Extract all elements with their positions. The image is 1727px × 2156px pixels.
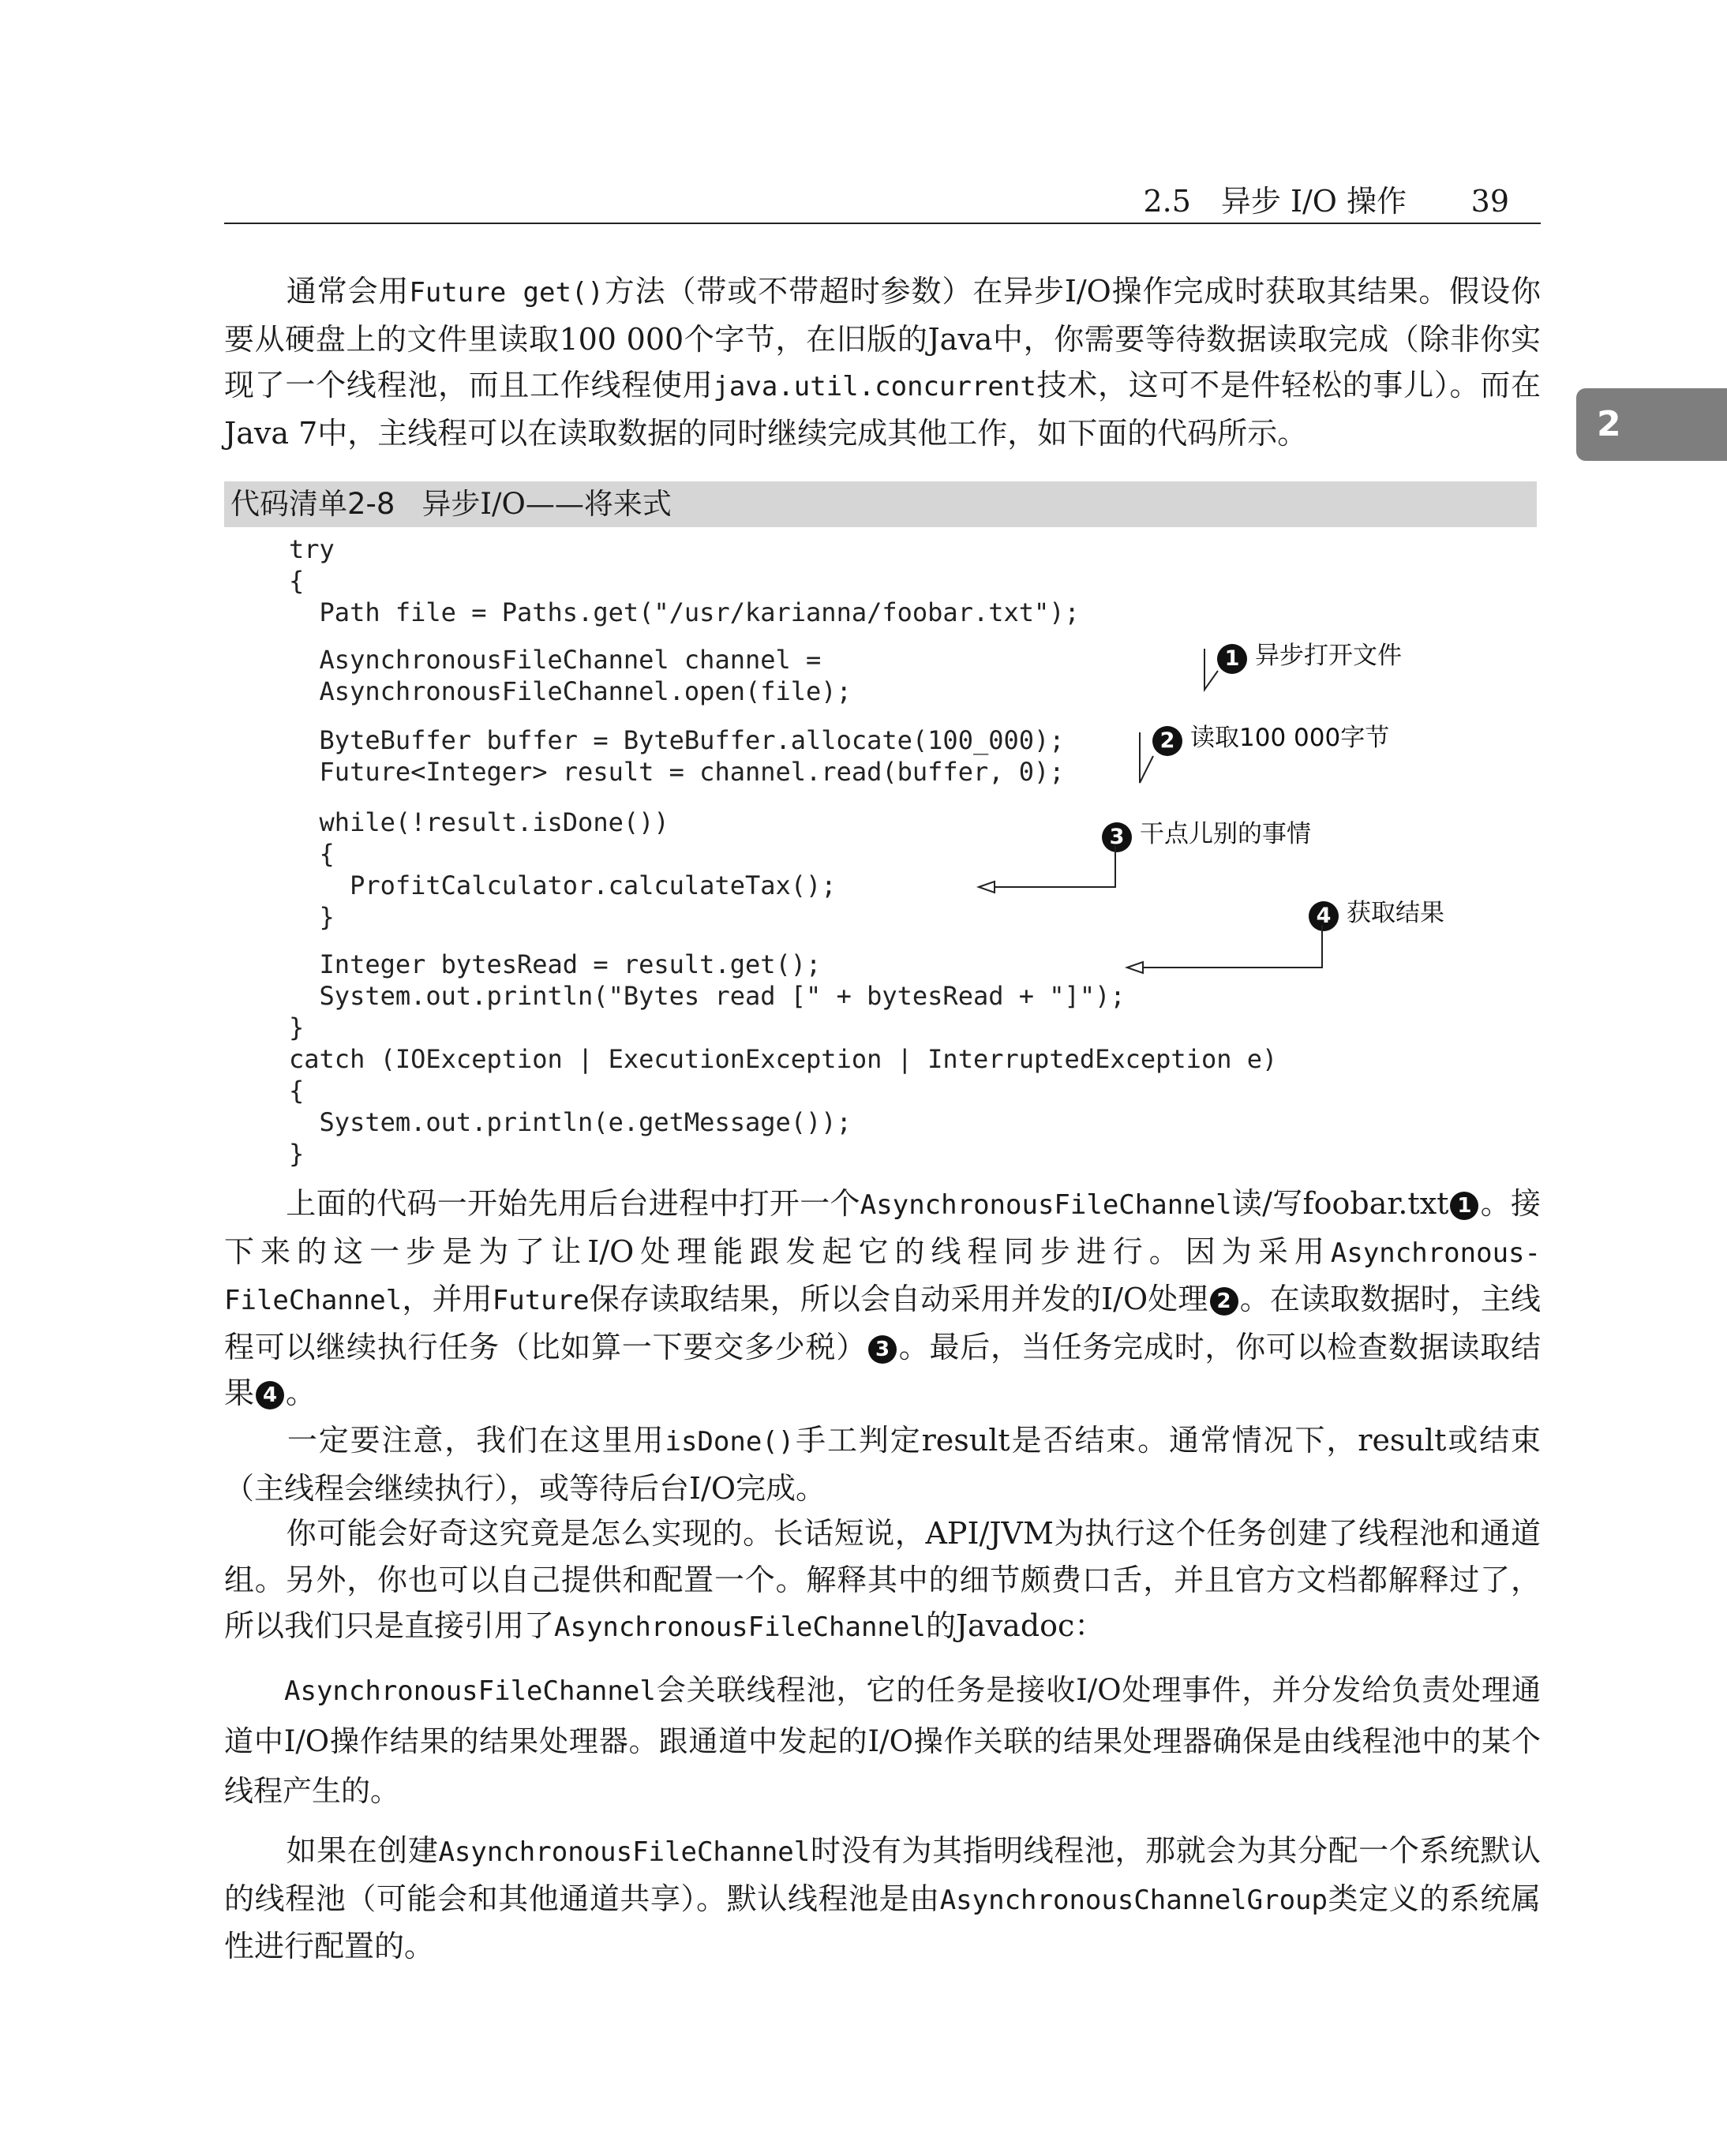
code-line: { — [289, 1076, 305, 1106]
code-asynchronousfilechannel: AsynchronousFileChannel — [284, 1675, 656, 1707]
inline-marker-3: 3 — [868, 1335, 897, 1364]
code-asynchronouschannelgroup: AsynchronousChannelGroup — [939, 1884, 1328, 1916]
callout-marker-4: 4 — [1309, 901, 1339, 931]
code-line: try — [289, 534, 335, 564]
code-line: System.out.println(e.getMessage()); — [289, 1107, 852, 1137]
code-future: Future — [492, 1285, 590, 1316]
running-header — [224, 180, 1541, 224]
leader-3 — [995, 846, 1115, 887]
annotation-4: 4 获取结果 — [1307, 896, 1444, 931]
inline-marker-1: 1 — [1450, 1192, 1478, 1220]
listing-title: 异步I/O——将来式 — [421, 487, 672, 521]
code-line: ProfitCalculator.calculateTax(); — [289, 870, 837, 900]
code-asynchronousfilechannel: AsynchronousFileChannel — [860, 1189, 1232, 1221]
inline-marker-4: 4 — [256, 1381, 284, 1409]
listing-caption — [224, 481, 1537, 527]
code-line: } — [289, 1012, 305, 1042]
code-line: { — [289, 566, 305, 596]
javadoc-quote: AsynchronousFileChannel会关联线程池，它的任务是接收I/O处理事件，并分发给负责处理通道中I/O操作结果的结果处理器。跟通道中发起的I/O操作关联的结果处理器确保是由线程池中的某个线程产生的。 — [224, 1673, 1541, 1808]
code-line: AsynchronousFileChannel.open(file); — [289, 676, 852, 706]
paragraph-intro: 通常会用Future get()方法（带或不带超时参数）在异步I/O操作完成时获取其结果。假设你要从硬盘上的文件里读取100 000个字节，在旧版的Java中，你需要等待数据读取完成（除非你实现了一个线程池，而且工作线程使用java.util.concurrent技术，这可不是件轻松的事儿）。而在Java 7中，主线程可以在读取数据的同时继续完成其他工作，如下面的代码所示。 — [224, 274, 1541, 451]
arrowhead-4 — [1127, 962, 1143, 973]
arrowhead-3 — [979, 881, 995, 893]
code-line: } — [289, 1139, 305, 1169]
code-line: while(!result.isDone()) — [289, 807, 669, 837]
code-line: { — [289, 839, 335, 869]
code-isdone: isDone() — [665, 1426, 795, 1458]
section-title: 2.5 异步 I/O 操作 — [1143, 184, 1407, 219]
code-line: ByteBuffer buffer = ByteBuffer.allocate(100_000); — [289, 725, 1065, 755]
code-line: Path file = Paths.get("/usr/karianna/foobar.txt"); — [289, 597, 1080, 627]
callout-marker-3: 3 — [1102, 822, 1132, 852]
paragraph-explanation: 上面的代码一开始先用后台进程中打开一个AsynchronousFileChannel读/写foobar.txt 1 。接下来的这一步是为了让I/O处理能跟发起它的线程同步进行。因为采用Asynchronous-FileChannel，并用Future保存读取结果，所以会自动采用并发的I/O处理 2 。在读取数据时，主线程可以继续执行任务（比如算一下要交多少税） 3 。最后，当任务完成时，你可以检查数据读取结果 4 。 — [224, 1186, 1541, 1410]
leader-4 — [1143, 925, 1322, 968]
code-line: AsynchronousFileChannel channel = — [289, 645, 822, 675]
annotation-1: 1 异步打开文件 — [1216, 639, 1402, 674]
paragraph-default-pool: 如果在创建AsynchronousFileChannel时没有为其指明线程池，那就会为其分配一个系统默认的线程池（可能会和其他通道共享）。默认线程池是由AsynchronousChannelGroup类定义的系统属性进行配置的。 — [224, 1833, 1541, 1963]
annotation-3: 3 干点儿别的事情 — [1100, 818, 1311, 852]
code-line: } — [289, 902, 335, 932]
listing-label: 代码清单2-8 — [230, 487, 395, 521]
callout-marker-2: 2 — [1152, 726, 1182, 756]
paragraph-isdone: 一定要注意，我们在这里用isDone()手工判定result是否结束。通常情况下，result或结束（主线程会继续执行），或等待后台I/O完成。 — [224, 1423, 1541, 1506]
paragraph-threadpool: 你可能会好奇这究竟是怎么实现的。长话短说，API/JVM为执行这个任务创建了线程池和通道组。另外，你也可以自己提供和配置一个。解释其中的细节颇费口舌，并且官方文档都解释过了，所以我们只是直接引用了AsynchronousFileChannel的Javadoc： — [224, 1516, 1541, 1643]
code-asynchronous-filechannel: Asynchronous-FileChannel — [224, 1237, 1541, 1316]
inline-marker-2: 2 — [1210, 1287, 1238, 1316]
code-line: Future<Integer> result = channel.read(buffer, 0); — [289, 757, 1065, 787]
callout-marker-1: 1 — [1217, 644, 1247, 674]
code-java-util-concurrent: java.util.concurrent — [713, 371, 1036, 402]
code-asynchronousfilechannel: AsynchronousFileChannel — [438, 1836, 811, 1868]
annotation-2: 2 读取100 000字节 — [1151, 721, 1389, 756]
code-line: catch (IOException | ExecutionException | InterruptedException e) — [289, 1044, 1278, 1074]
page-number: 39 — [1470, 184, 1509, 219]
code-line: System.out.println("Bytes read [" + bytesRead + "]"); — [289, 981, 1126, 1011]
code-asynchronousfilechannel: AsynchronousFileChannel — [554, 1611, 926, 1643]
code-future-get: Future get() — [409, 277, 604, 309]
code-line: Integer bytesRead = result.get(); — [289, 949, 822, 979]
chapter-tab: 2 — [1576, 388, 1727, 461]
